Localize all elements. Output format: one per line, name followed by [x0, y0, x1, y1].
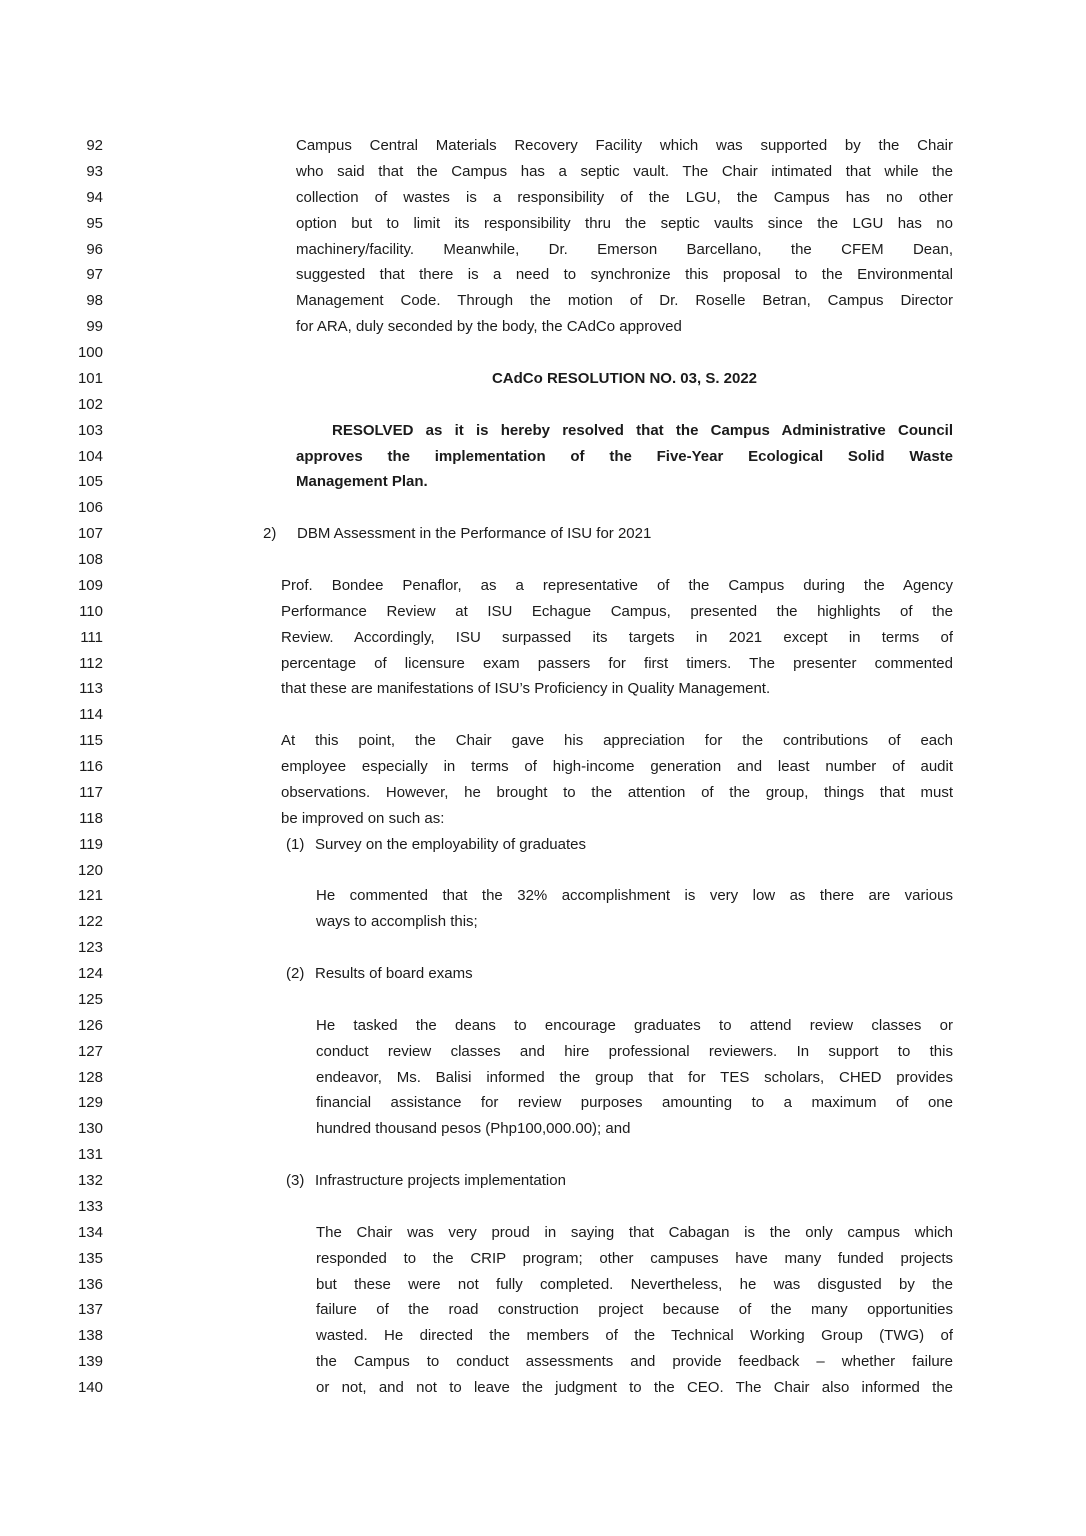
line-text [286, 961, 953, 987]
line-row [0, 469, 1086, 495]
line-text: the Campus to conduct assessments and provide feedback – whether failure [316, 1353, 953, 1371]
line-number: 126 [77, 1016, 103, 1034]
line-number: 130 [77, 1120, 103, 1138]
line-text [296, 987, 953, 1013]
line-text: responded to the CRIP program; other campuses have many funded projects [316, 1249, 953, 1267]
line-number: 128 [77, 1068, 103, 1086]
line-text: option but to limit its responsibility thru the septic vaults since the LGU has no [296, 214, 953, 232]
line-text: CAdCo RESOLUTION NO. 03, S. 2022 [491, 369, 758, 387]
line-text: Prof. Bondee Penaflor, as a representative of the Campus during the Agency [281, 576, 953, 594]
line-number: 119 [79, 835, 103, 853]
line-number: 100 [77, 344, 103, 361]
line-number: 118 [79, 809, 103, 827]
line-row [0, 599, 1086, 625]
line-text: but these were not fully completed. Nevertheless, he was disgusted by the [316, 1275, 953, 1293]
line-row [0, 651, 1086, 677]
line-number: 93 [86, 162, 103, 180]
line-text: suggested that there is a need to synchronize this proposal to the Environmental [296, 266, 953, 284]
line-row [0, 159, 1086, 185]
line-text: Management Plan. [296, 473, 428, 491]
line-row [0, 495, 1086, 521]
line-text: wasted. He directed the members of the Technical Working Group (TWG) of [316, 1327, 953, 1345]
line-text [296, 1194, 953, 1220]
line-row [0, 1194, 1086, 1220]
line-row [0, 935, 1086, 961]
line-row [0, 1246, 1086, 1272]
line-row [0, 547, 1086, 573]
line-row [0, 288, 1086, 314]
line-number: 139 [77, 1353, 103, 1371]
line-row [0, 133, 1086, 159]
line-text: Campus Central Materials Recovery Facility which was supported by the Chair [296, 137, 953, 154]
line-row [0, 754, 1086, 780]
line-number: 116 [79, 758, 103, 775]
line-number: 127 [77, 1042, 103, 1060]
line-text: for ARA, duly seconded by the body, the CAdCo approved [296, 318, 682, 336]
line-row [0, 366, 1086, 392]
list-marker: (3) [286, 1172, 305, 1189]
line-number: 112 [79, 654, 103, 672]
line-number: 117 [79, 783, 103, 801]
line-number: 97 [86, 266, 103, 284]
line-number: 132 [77, 1172, 103, 1189]
line-text [286, 832, 953, 858]
line-row [0, 1220, 1086, 1246]
line-number: 138 [77, 1327, 103, 1345]
line-number: 96 [86, 240, 103, 258]
line-number: 106 [77, 499, 103, 517]
line-text: or not, and not to leave the judgment to the CEO. The Chair also informed the [316, 1379, 953, 1396]
list-item-label: Survey on the employability of graduates [315, 835, 586, 853]
line-number: 134 [77, 1223, 103, 1241]
line-text [296, 935, 953, 961]
line-number: 105 [77, 473, 103, 491]
line-number: 123 [77, 939, 103, 957]
line-row [0, 1375, 1086, 1401]
line-text: employee especially in terms of high-income generation and least number of audit [281, 758, 953, 775]
list-marker: 2) [263, 525, 277, 543]
line-text: who said that the Campus has a septic vault. The Chair intimated that while the [296, 162, 953, 180]
line-number: 107 [77, 525, 103, 543]
line-text: The Chair was very proud in saying that Cabagan is the only campus which [316, 1223, 953, 1241]
line-text: RESOLVED as it is hereby resolved that the Campus Administrative Council [332, 421, 953, 439]
line-row [0, 392, 1086, 418]
line-row [0, 521, 1086, 547]
line-row [0, 806, 1086, 832]
list-item-label: DBM Assessment in the Performance of ISU for 2021 [297, 525, 652, 543]
line-row [0, 211, 1086, 237]
line-text: Management Code. Through the motion of Dr. Roselle Betran, Campus Director [296, 292, 953, 310]
line-text: conduct review classes and hire professional reviewers. In support to this [316, 1042, 953, 1060]
list-marker: (2) [286, 965, 305, 982]
line-row [0, 883, 1086, 909]
line-number: 95 [86, 214, 103, 232]
line-text: machinery/facility. Meanwhile, Dr. Emerson Barcellano, the CFEM Dean, [296, 240, 953, 258]
line-row [0, 1039, 1086, 1065]
line-row [0, 1065, 1086, 1091]
line-row [0, 728, 1086, 754]
line-row [0, 909, 1086, 935]
line-text [296, 392, 953, 418]
line-number: 131 [77, 1146, 103, 1164]
line-row [0, 237, 1086, 263]
line-text: that these are manifestations of ISU’s Proficiency in Quality Management. [281, 680, 771, 698]
line-text: failure of the road construction project because of the many opportunities [316, 1301, 953, 1319]
line-text [296, 702, 953, 728]
line-row [0, 625, 1086, 651]
line-row [0, 262, 1086, 288]
line-row [0, 1090, 1086, 1116]
line-text: He commented that the 32% accomplishment is very low as there are various [316, 887, 953, 905]
line-number: 137 [77, 1301, 103, 1319]
line-text: endeavor, Ms. Balisi informed the group that for TES scholars, CHED provides [316, 1068, 953, 1086]
line-text [296, 340, 953, 366]
line-row [0, 676, 1086, 702]
line-number: 136 [77, 1275, 103, 1293]
line-text [263, 521, 953, 547]
line-text [286, 1168, 953, 1194]
line-row [0, 340, 1086, 366]
line-text: collection of wastes is a responsibility of the LGU, the Campus has no other [296, 188, 953, 206]
line-row [0, 858, 1086, 884]
line-text: observations. However, he brought to the attention of the group, things that must [281, 783, 953, 801]
line-row [0, 314, 1086, 340]
line-row [0, 1272, 1086, 1298]
line-number: 94 [86, 188, 103, 206]
list-marker: (1) [286, 835, 305, 853]
list-item-label: Results of board exams [315, 965, 473, 982]
line-number: 111 [80, 628, 103, 646]
line-row [0, 1297, 1086, 1323]
line-number: 129 [77, 1094, 103, 1112]
line-row [0, 185, 1086, 211]
line-row [0, 573, 1086, 599]
line-number: 114 [79, 706, 103, 724]
line-row [0, 1013, 1086, 1039]
line-number: 108 [77, 551, 103, 568]
line-number: 110 [79, 602, 103, 620]
line-row [0, 418, 1086, 444]
line-number: 109 [77, 576, 103, 594]
line-text [296, 495, 953, 521]
line-row [0, 961, 1086, 987]
line-text [296, 547, 953, 573]
document-lines [0, 133, 1086, 1401]
line-text [296, 858, 953, 884]
line-text: At this point, the Chair gave his appreciation for the contributions of each [281, 732, 953, 750]
line-number: 135 [77, 1249, 103, 1267]
line-row [0, 444, 1086, 470]
line-number: 115 [79, 732, 103, 750]
line-number: 102 [77, 395, 103, 413]
line-text: He tasked the deans to encourage graduates to attend review classes or [316, 1016, 953, 1034]
line-text: ways to accomplish this; [316, 913, 478, 931]
line-number: 101 [77, 369, 103, 387]
line-text: be improved on such as: [281, 809, 445, 827]
line-text: approves the implementation of the Five-Year Ecological Solid Waste [296, 447, 953, 465]
line-text: Review. Accordingly, ISU surpassed its targets in 2021 except in terms of [281, 628, 953, 646]
line-number: 103 [77, 421, 103, 439]
line-number: 98 [86, 292, 103, 310]
line-row [0, 1168, 1086, 1194]
line-number: 124 [77, 965, 103, 982]
line-row [0, 987, 1086, 1013]
list-item-label: Infrastructure projects implementation [315, 1172, 566, 1189]
line-number: 120 [77, 861, 103, 879]
line-row [0, 1116, 1086, 1142]
line-row [0, 702, 1086, 728]
line-text: financial assistance for review purposes amounting to a maximum of one [316, 1094, 953, 1112]
line-text: percentage of licensure exam passers for first timers. The presenter commented [281, 654, 953, 672]
line-row [0, 1323, 1086, 1349]
line-row [0, 1349, 1086, 1375]
line-text: hundred thousand pesos (Php100,000.00); and [316, 1120, 631, 1138]
line-number: 125 [77, 990, 103, 1008]
line-row [0, 832, 1086, 858]
line-number: 133 [77, 1197, 103, 1215]
line-text [296, 1142, 953, 1168]
line-number: 122 [77, 913, 103, 931]
line-number: 92 [86, 137, 103, 154]
line-number: 113 [79, 680, 103, 698]
line-number: 121 [77, 887, 103, 905]
line-text: Performance Review at ISU Echague Campus, presented the highlights of the [281, 602, 953, 620]
line-row [0, 1142, 1086, 1168]
line-number: 140 [77, 1379, 103, 1396]
line-number: 99 [86, 318, 103, 336]
line-number: 104 [77, 447, 103, 465]
line-row [0, 780, 1086, 806]
